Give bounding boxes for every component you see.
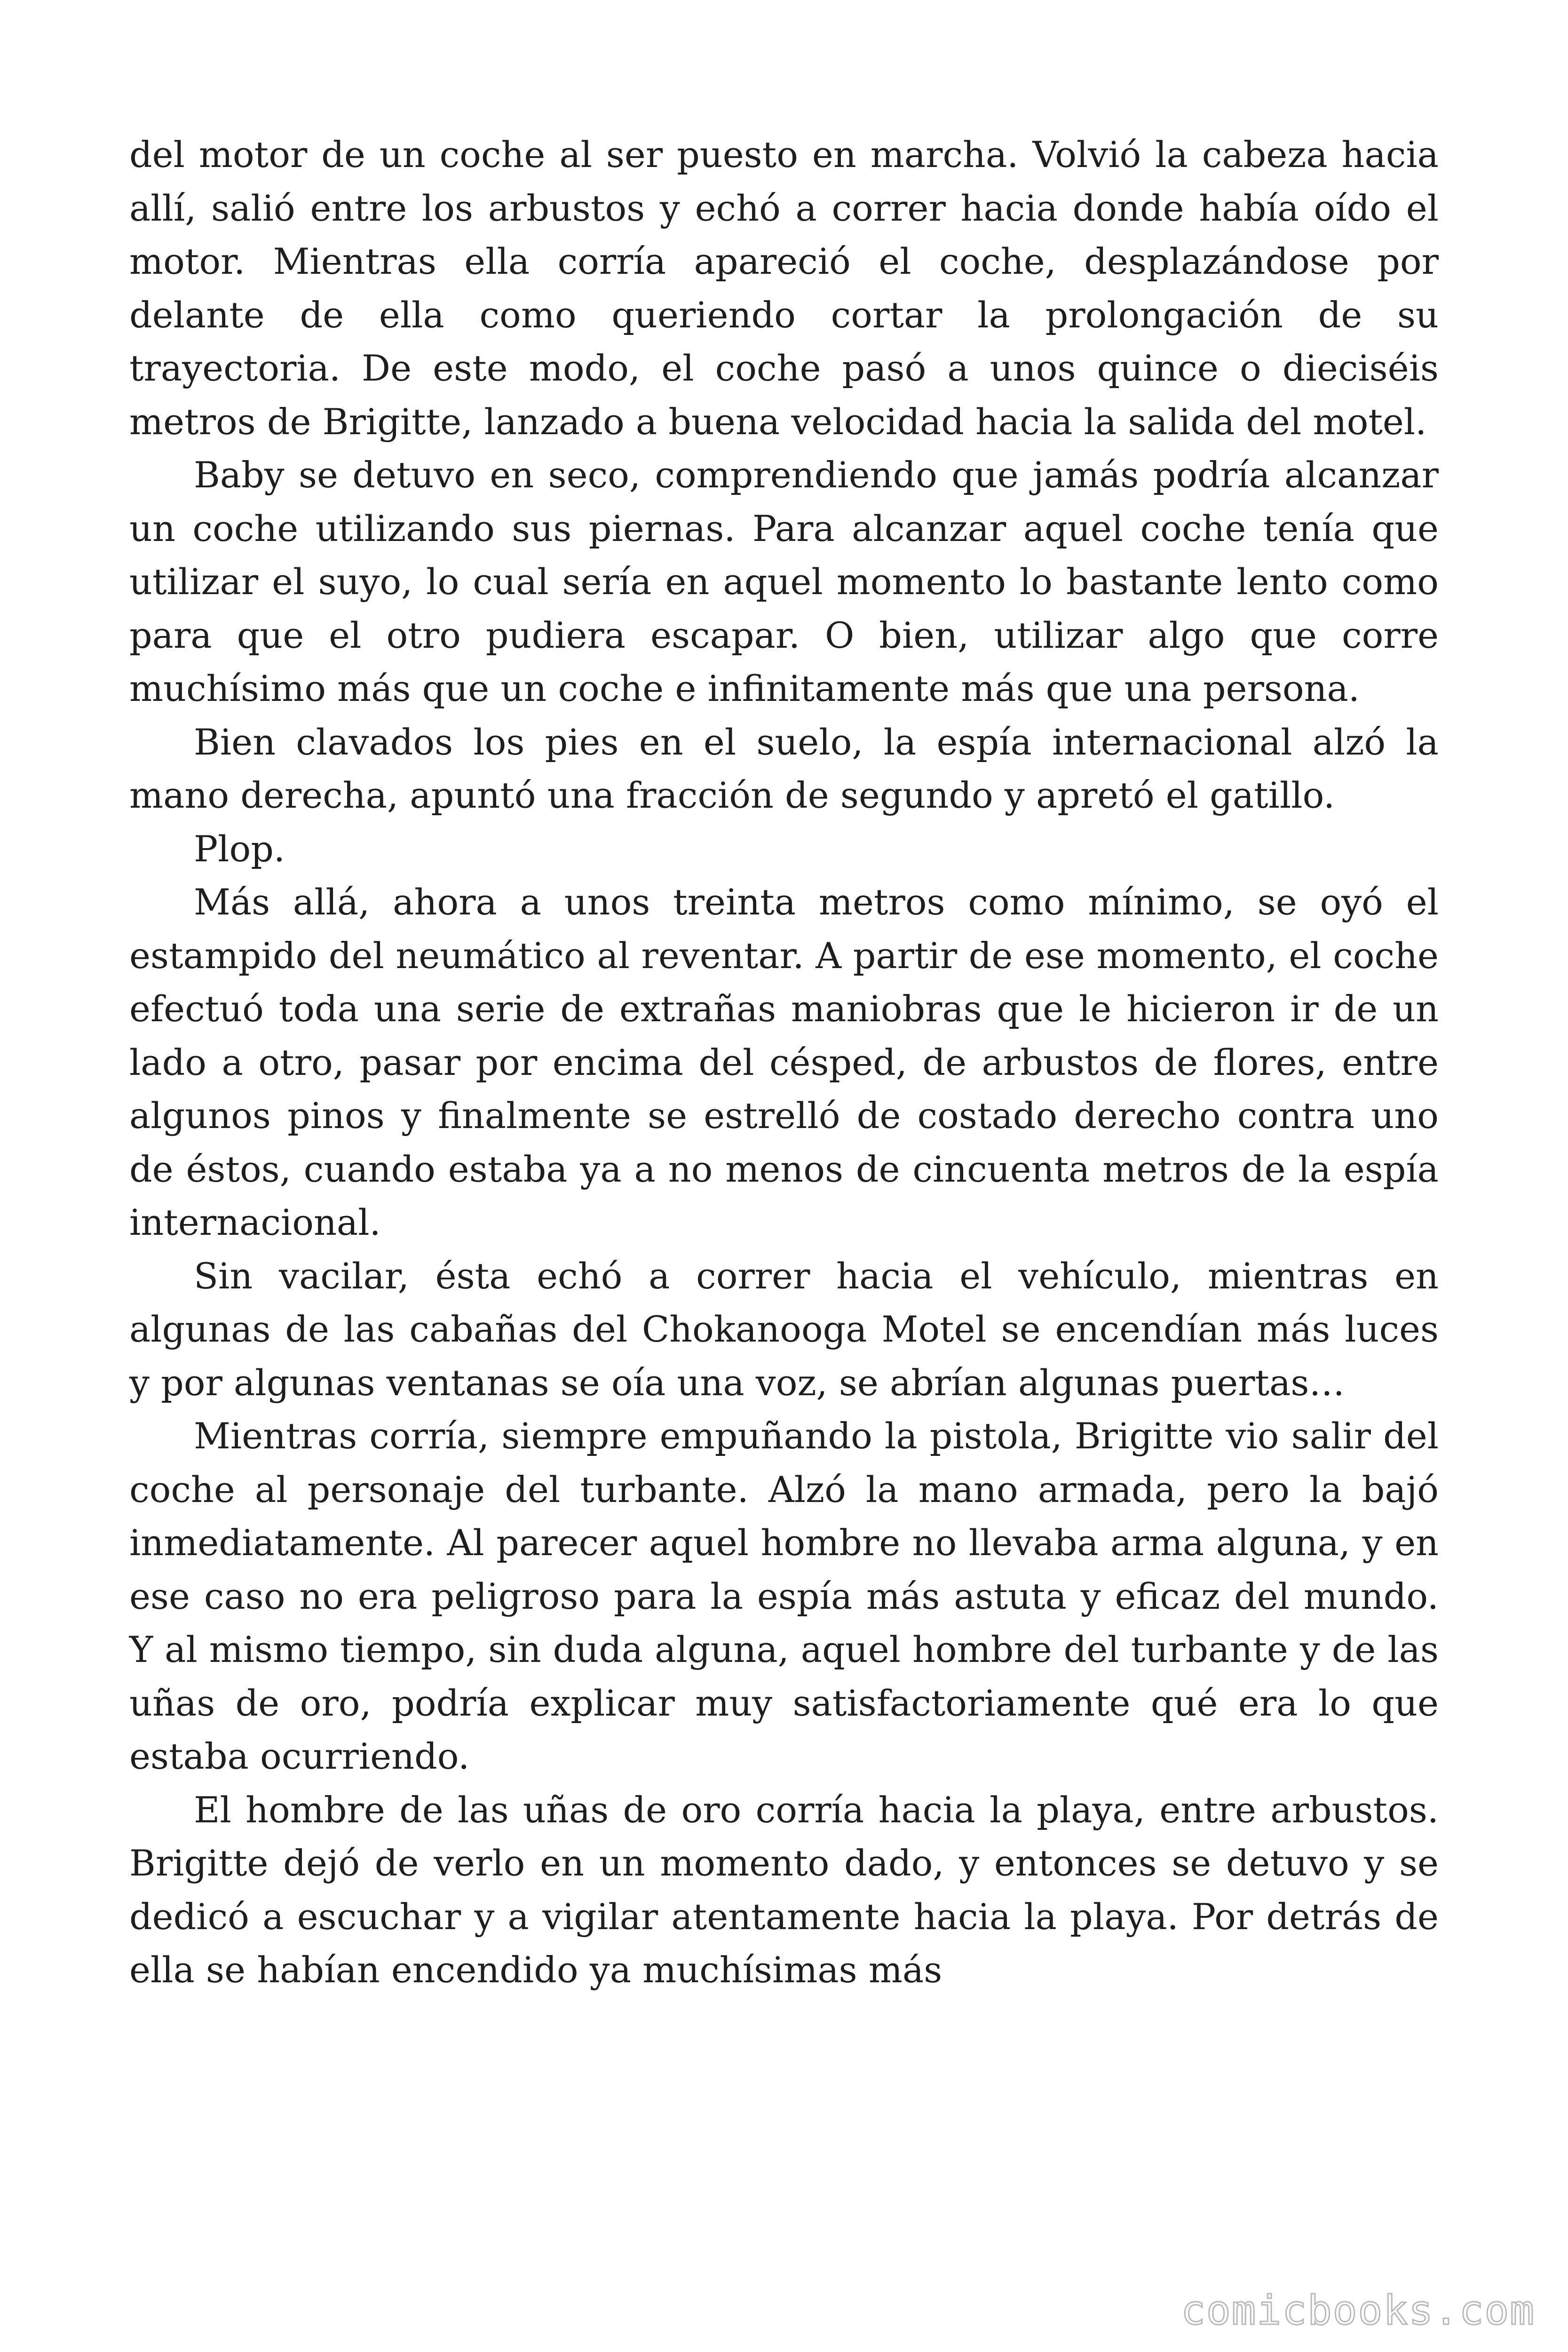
paragraph-3: Bien clavados los pies en el suelo, la espía internacional alzó la mano derecha, apuntó una fracción de segundo y apretó el gatillo. [129,721,1439,816]
paragraph-4: Plop. [194,827,285,870]
paragraph-6: Sin vacilar, ésta echó a correr hacia el vehículo, mientras en algunas de las cabañas del Chokanooga Motel se encendían más luces y por algunas ventanas se oía una voz, se abrían algunas puertas… [129,1255,1439,1404]
paragraph-8: El hombre de las uñas de oro corría hacia la playa, entre arbustos. Brigitte dejó de verlo en un momento dado, y entonces se detuvo y se dedicó a escuchar y a vigilar atentamente hacia la playa. Por detrás de ella se habían encendido ya muchísimas más [129,1788,1439,1991]
paragraph-5: Más allá, ahora a unos treinta metros como mínimo, se oyó el estampido del neumático al reventar. A partir de ese momento, el coche efectuó toda una serie de extrañas maniobras que le hicieron ir de un lado a otro, pasar por encima del césped, de arbustos de flores, entre algunos pinos y finalmente se estrelló de costado derecho contra uno de éstos, cuando estaba ya a no menos de cincuenta metros de la espía internacional. [129,881,1439,1243]
watermark: comicbooks.com [1181,2287,1535,2334]
paragraph-1: del motor de un coche al ser puesto en marcha. Volvió la cabeza hacia allí, salió entre los arbustos y echó a correr hacia donde había oído el motor. Mientras ella corría apareció el coche, desplazándose por delante de ella como queriendo cortar la prolongación de su trayectoria. De este modo, el coche pasó a unos quince o dieciséis metros de Brigitte, lanzado a buena velocidad hacia la salida del motel. [129,134,1439,443]
paragraph-7: Mientras corría, siempre empuñando la pistola, Brigitte vio salir del coche al personaje del turbante. Alzó la mano armada, pero la bajó inmediatamente. Al parecer aquel hombre no llevaba arma alguna, y en ese caso no era peligroso para la espía más astuta y eficaz del mundo. Y al mismo tiempo, sin duda alguna, aquel hombre del turbante y de las uñas de oro, podría explicar muy satisfactoriamente qué era lo que estaba ocurriendo. [129,1415,1439,1777]
body-text [129,128,1439,1997]
paragraph-2: Baby se detuvo en seco, comprendiendo que jamás podría alcanzar un coche utilizando sus piernas. Para alcanzar aquel coche tenía que utilizar el suyo, lo cual sería en aquel momento lo bastante lento como para que el otro pudiera escapar. O bien, utilizar algo que corre muchísimo más que un coche e infinitamente más que una persona. [129,454,1439,709]
